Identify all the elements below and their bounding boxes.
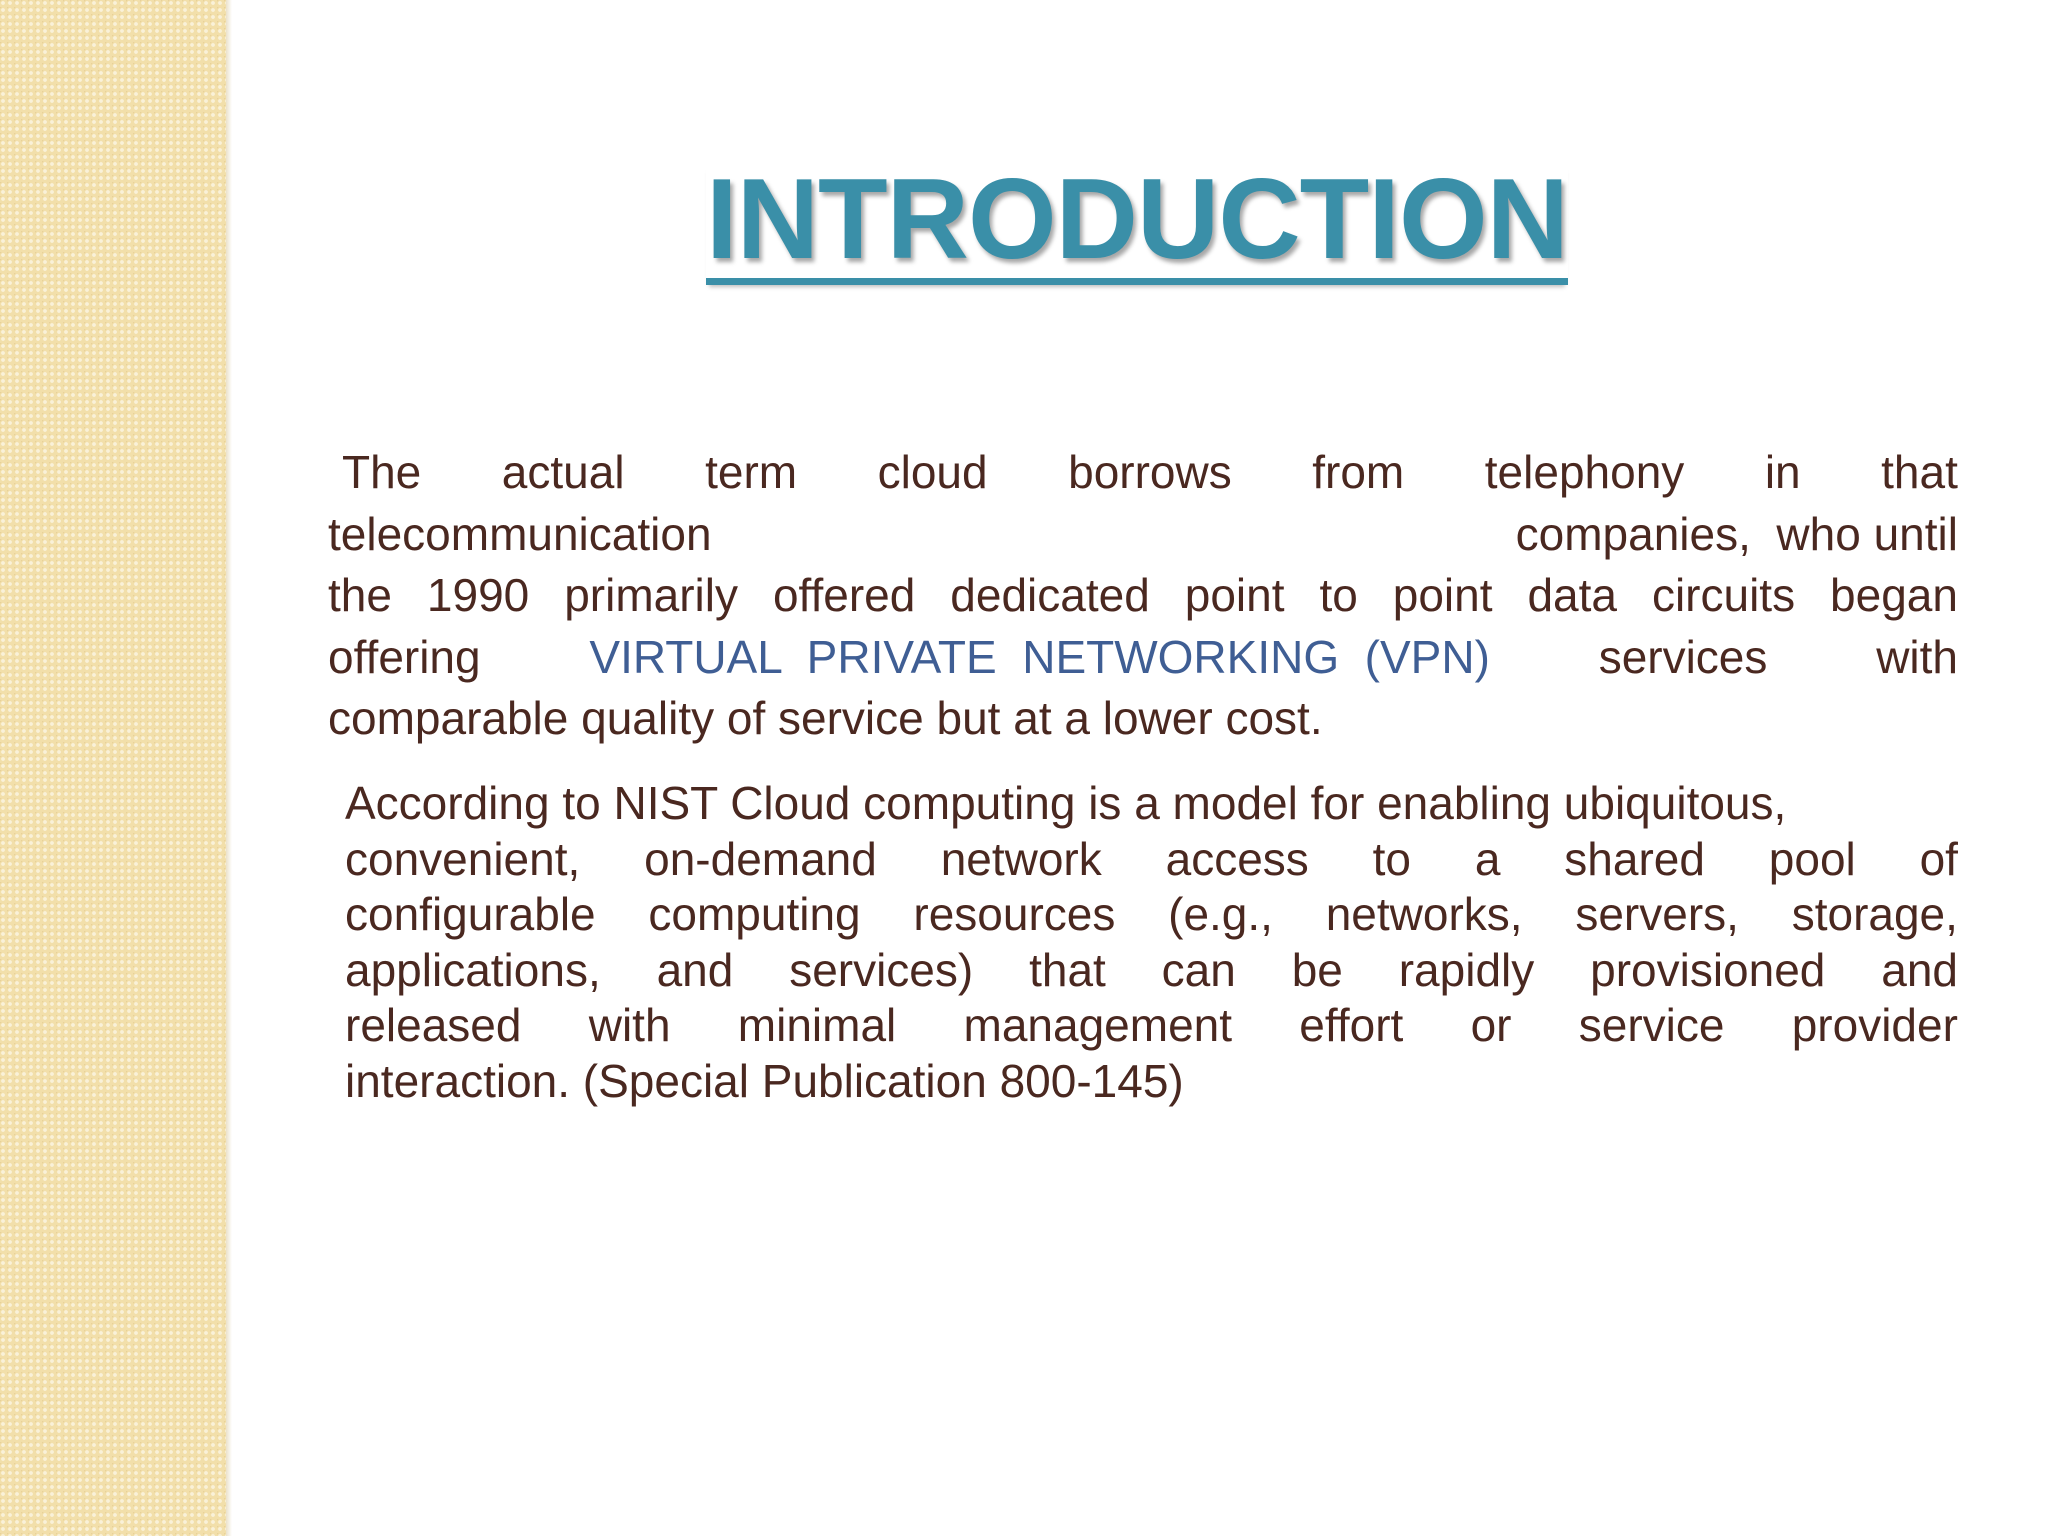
paragraph-line [328, 565, 1958, 627]
paragraph-nist-definition [345, 776, 1958, 1109]
word: configurable [345, 888, 596, 940]
vpn-highlight-text: VIRTUAL PRIVATE NETWORKING (VPN) [589, 630, 1490, 683]
word: in [1764, 446, 1801, 498]
word: can [1161, 943, 1236, 996]
word: effort [1299, 999, 1404, 1051]
word: service [1578, 999, 1725, 1051]
word: minimal [737, 999, 897, 1051]
word: released [345, 999, 522, 1051]
word: offered [772, 569, 916, 621]
word: offering [328, 630, 481, 683]
paragraph-line [328, 442, 1958, 504]
sentence: interaction. (Special Publication 800-145) [345, 1054, 1184, 1107]
word: of [1919, 832, 1958, 885]
paragraph-line [345, 776, 1958, 832]
paragraph-line [345, 832, 1958, 888]
word: to [1372, 832, 1411, 885]
word: applications, [345, 943, 601, 996]
word: management [963, 999, 1233, 1051]
word: pool [1768, 832, 1856, 885]
word: The [342, 446, 422, 498]
paragraph-line [345, 1054, 1958, 1110]
paragraph-line [328, 688, 1958, 750]
word: shared [1564, 832, 1705, 885]
paragraph-cloud-origin [328, 442, 1958, 750]
word: point [1184, 569, 1285, 621]
word: actual [501, 446, 625, 498]
word: (e.g., [1168, 888, 1273, 940]
slide-title-text: INTRODUCTION [706, 156, 1568, 283]
word: on-demand [644, 832, 877, 885]
word: that [1029, 943, 1106, 996]
word: began [1830, 569, 1958, 621]
word: to [1319, 569, 1358, 621]
sentence: comparable quality of service but at a lower cost. [328, 692, 1323, 744]
word: servers, [1575, 888, 1739, 940]
word: that [1881, 446, 1958, 498]
word: circuits [1651, 569, 1796, 621]
word: telecommunication [328, 507, 712, 560]
word: networks, [1325, 888, 1523, 940]
word: services) [789, 943, 974, 996]
word: and [1881, 943, 1958, 996]
word: the [328, 569, 392, 621]
word: access [1165, 832, 1309, 885]
paragraph-line [345, 998, 1958, 1054]
word: data [1527, 569, 1617, 621]
word: term [705, 446, 798, 498]
word: telephony [1484, 446, 1685, 498]
word: storage, [1791, 888, 1958, 940]
word: or [1470, 999, 1512, 1051]
word: be [1291, 943, 1343, 996]
word: with [588, 999, 671, 1051]
word: network [940, 832, 1102, 885]
word: borrows [1068, 446, 1232, 498]
decorative-side-band [0, 0, 226, 1536]
paragraph-line [328, 627, 1958, 689]
word: cloud [877, 446, 988, 498]
word: resources [913, 888, 1116, 940]
word: 1990 [426, 569, 530, 621]
word: services [1598, 630, 1768, 683]
word: with [1876, 630, 1958, 683]
paragraph-line [328, 504, 1958, 566]
word: primarily [564, 569, 738, 621]
sentence: According to NIST Cloud computing is a model for enabling ubiquitous, [345, 777, 1787, 829]
paragraph-line [345, 887, 1958, 943]
paragraph-line [345, 943, 1958, 999]
slide-title [226, 155, 2048, 285]
word-group: companies, who until [1515, 507, 1958, 560]
word: dedicated [950, 569, 1150, 621]
word: rapidly [1398, 943, 1535, 996]
word: provisioned [1590, 943, 1826, 996]
word: computing [648, 888, 861, 940]
word: and [656, 943, 734, 996]
word: point [1392, 569, 1493, 621]
word: a [1474, 832, 1501, 885]
word: provider [1791, 999, 1958, 1051]
word: convenient, [345, 832, 581, 885]
word: from [1312, 446, 1405, 498]
